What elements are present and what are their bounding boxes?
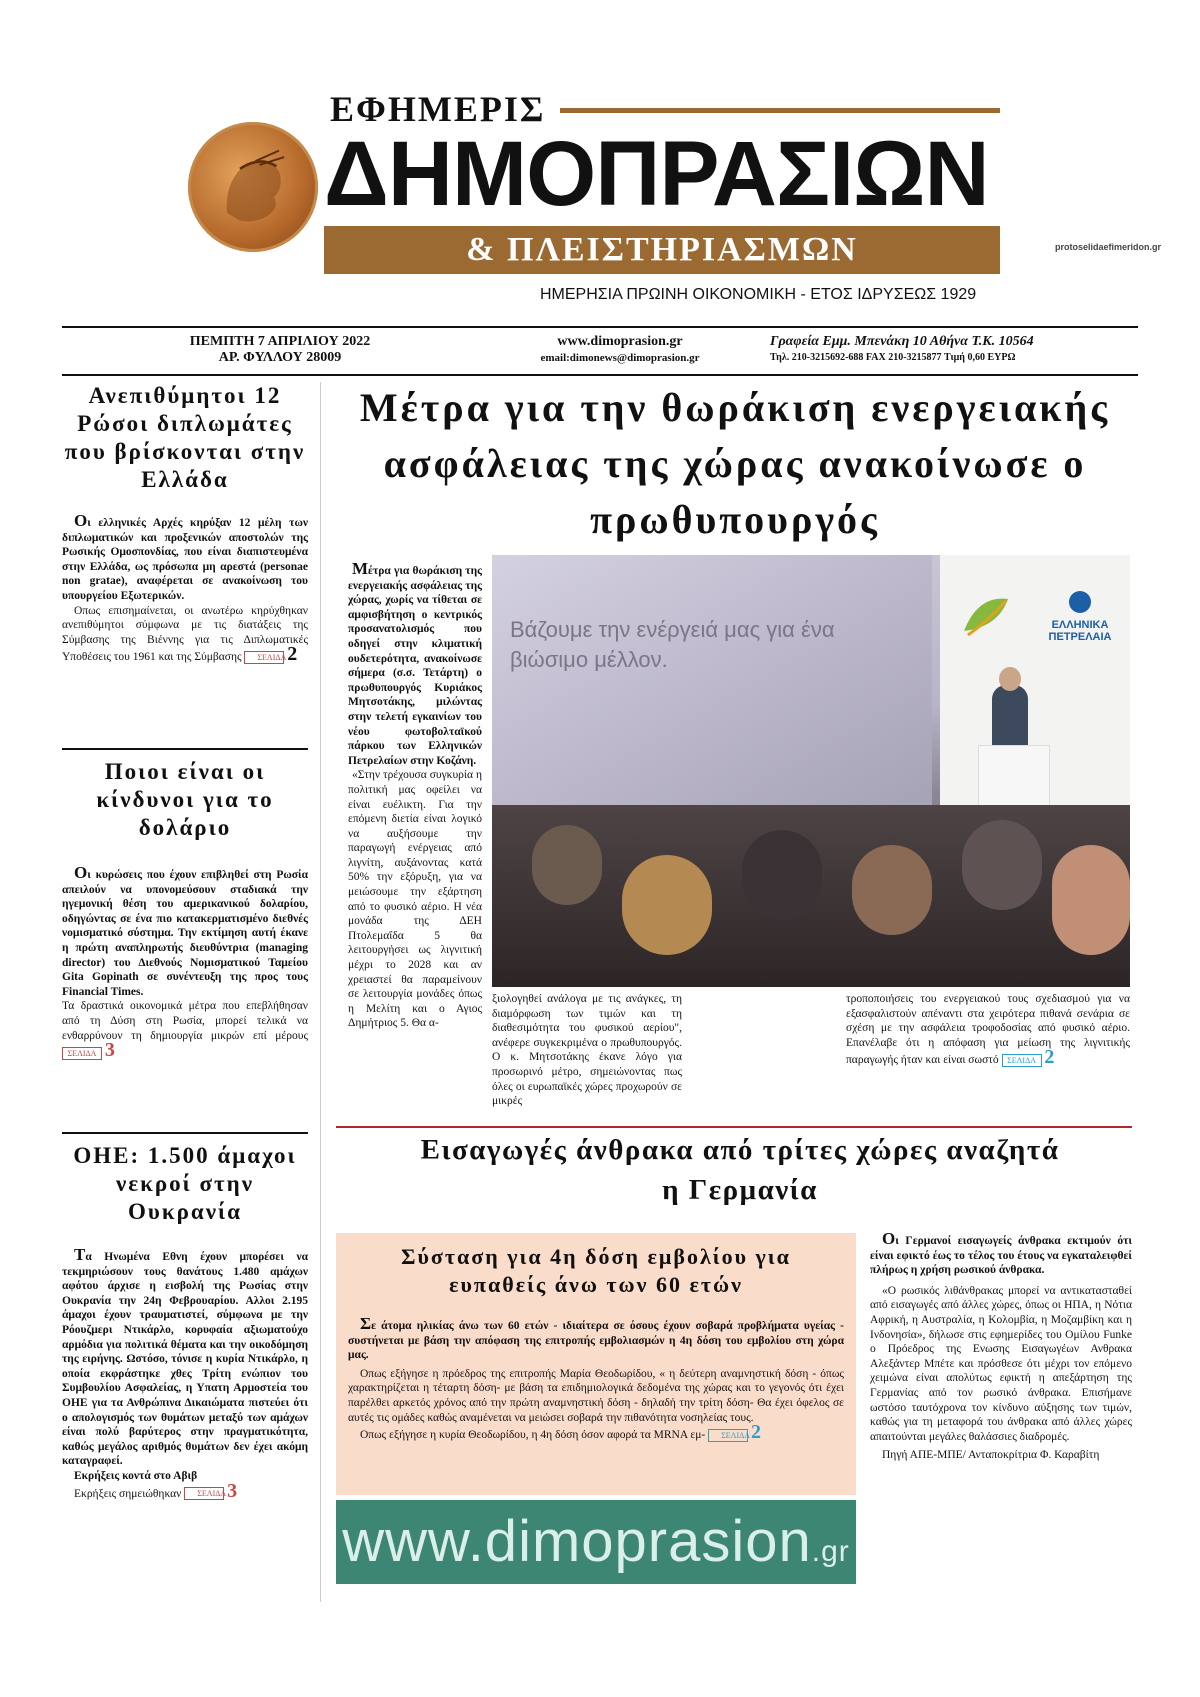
main-col2-body: ξιολογηθεί ανάλογα με τις ανάγκες, τη διαμόρφωση των τιμών και τη διαθεσιμότητα του φυσικού αερίου", ανέφερε συγκεκριμένα ο πρωθυπουργός. Ο κ. Μητσοτάκης έκανε λόγο για προσωρινό μέτρο, σημειώνοντας πως όλες οι ευρωπαϊκές χώρες προχωρούν σε μικρές	[492, 993, 682, 1108]
coin-head-icon	[188, 122, 318, 252]
audience-head	[622, 855, 712, 955]
main-col3-body: τροποποιήσεις του ενεργειακού τους σχεδιασμού για να εξασφαλιστούν απέναντι στα χειρότερα πιθανά σενάρια σε σχέση με την ασφάλεια τροφοδοσίας από φυσικό αέριο. Επανέλαβε ότι η απόφαση για μείωση της λιγνιτικής παραγωγής ήταν και είναι σωστό	[846, 993, 1130, 1067]
coin-logo	[188, 122, 318, 252]
office-info	[770, 334, 1140, 366]
page-ref[interactable]: 3	[227, 1479, 238, 1502]
audience-head	[962, 820, 1042, 910]
audience-head	[852, 845, 932, 935]
info-top-rule	[62, 326, 1138, 328]
main-photo	[492, 555, 1130, 987]
issue-number: ΑΡ. ΦΥΛΛΟΥ 28009	[218, 350, 342, 365]
office-phones: Τηλ. 210-3215692-688 FAX 210-3215877 Τιμή 0,60 ΕΥΡΩ	[770, 352, 1016, 363]
article-dollar-lead: Οι κυρώσεις που έχουν επιβληθεί στη Ρωσία απειλούν να υπονομεύσουν σταδιακά την ηγεμονική θέση του αμερικανικού δολαρίου, οδηγώντας σε ένα πιο κατακερματισμένο διεθνές νομισματικό σύστημα. Την εκτίμηση αυτή έκανε η πρώτη αναπληρωτής διευθύντρια (managing director) του Διεθνούς Νομισματικού Ταμείου Gita Gopinath σε συνέντευξη της προς τους Financial Times.	[62, 863, 308, 998]
ad-tld: .gr	[811, 1535, 850, 1568]
article-un-body: Εκρήξεις σημειώθηκαν	[74, 1487, 182, 1500]
issue-date: ΠΕΜΠΤΗ 7 ΑΠΡΙΛΙΟΥ 2022	[189, 334, 371, 349]
article-un-sub: Εκρήξεις κοντά στο Αβιβ	[74, 1469, 198, 1482]
website-link[interactable]: www.dimoprasion.gr	[557, 334, 683, 349]
office-address: Γραφεία Εμμ. Μπενάκη 10 Αθήνα Τ.Κ. 10564	[770, 334, 1034, 349]
main-col2	[492, 992, 682, 1109]
masthead-rule	[560, 108, 1000, 113]
coal-source: Πηγή ΑΠΕ-ΜΠΕ/ Ανταποκρίτρια Φ. Καραβίτη	[882, 1449, 1100, 1462]
email-link[interactable]: email:dimonews@dimoprasion.gr	[540, 352, 700, 364]
left-divider-1	[62, 748, 308, 750]
article-un-title: ΟΗΕ: 1.500 άμαχοι νεκροί στην Ουκρανία	[73, 1143, 297, 1224]
photo-slogan: Βάζουμε την ενέργειά μας για ένα βιώσιμο μέλλον.	[510, 617, 835, 672]
masthead-ef: ΕΦΗΜΕΡΙΣ	[330, 89, 546, 129]
ad-text: www.dimoprasion	[342, 1509, 812, 1574]
coal-body: «Ο ρωσικός λιθάνθρακας μπορεί να αντικατασταθεί από εισαγωγές από άλλες χώρες, όπως οι ΗΠΑ, η Νότια Αφρική, η Αυστραλία, η Κολομβία, η Μοζαμβίκη και η Ινδονησία», δήλωσε στις εφημερίδες του Ομίλου Funke ο Πρόεδρος της Ενωσης Εισαγωγέων Ανθρακα Αλεξάντερ Μπέτε και πρόσθεσε ότι μέχρι τον επόμενο χειμώνα είναι απολύτως εφικτή η απεξάρτηση της Γερμανίας από τον ρωσικό άνθρακα. Επισήμανε ωστόσο ταυτόχρονα τον κίνδυνο αύξησης των τιμών, καθώς για τη μεταφορά του άνθρακα από άλλες χώρες απαιτούνται μεγάλες θαλάσσιες διαδρομές.	[870, 1284, 1132, 1443]
page-marker-icon: ΣΕΛΙΔΑ	[62, 1047, 102, 1060]
page-ref[interactable]: 2	[1044, 1046, 1055, 1069]
article-diplomats-title: Ανεπιθύμητοι 12 Ρώσοι διπλωμάτες που βρίσκονται στην Ελλάδα	[64, 383, 306, 492]
article-dollar-title: Ποιοι είναι οι κίνδυνοι για το δολάριο	[96, 759, 274, 840]
page-marker-icon: ΣΕΛΙΔΑ	[184, 1487, 224, 1500]
audience-head	[742, 830, 822, 920]
main-col1-body: «Στην τρέχουσα συγκυρία η πολιτική μας οφείλει να είναι ευέλικτη. Για την επόμενη διετία είναι λογικό να αυξήσουμε την παραγωγή ενέργειας από λιγνίτη, αυξάνοντας κατά 50% την εξόρυξη, για να μειώσουμε την εξάρτηση από το φυσικό αέριο. Η νέα μονάδα της ΔΕΗ Πτολεμαΐδα 5 θα λειτουργήσει ως λιγνιτική μέχρι το 2028 και αν χρειαστεί θα παραμείνουν σε λειτουργία μονάδες όπως η Μελίτη και ο Αγιος Δημήτριος 5. Θα α-	[348, 769, 482, 1030]
main-col3-wrap	[696, 992, 1130, 1068]
article-diplomats-body: Οπως επισημαίνεται, οι ανωτέρω κηρύχθηκαν ανεπιθύμητοι σύμφωνα με τις διατάξεις της Σύμβασης της Βιέννης για τις Διπλωματικές Υποθέσεις του 1961 και της Σύμβασης	[62, 604, 308, 664]
left-divider-2	[62, 1132, 308, 1134]
vaccine-body-2: Οπως εξήγησε η κυρία Θεοδωρίδου, η 4η δόση όσον αφορά τα MRNA εμ-	[360, 1429, 706, 1442]
photo-backdrop	[492, 555, 932, 815]
masthead-title: ΔΗΜΟΠΡΑΣΙΩΝ	[324, 123, 989, 225]
page-ref[interactable]: 3	[104, 1039, 115, 1062]
photo-brand	[1040, 591, 1120, 643]
page-marker-icon: ΣΕΛΙΔΑ	[708, 1429, 748, 1442]
article-diplomats-lead: Οι ελληνικές Αρχές κηρύξαν 12 μέλη των διπλωματικών και προξενικών αποστολών της Ρωσικής Ομοσπονδίας, που είναι διαπιστευμένα στην Ελλάδα, ως πρόσωπα μη αρεστά (personae non gratae), αναφέρεται σε ανακοίνωση του υπουργείου Εξωτερικών.	[62, 511, 308, 602]
masthead-subtitle: & ΠΛΕΙΣΤΗΡΙΑΣΜΩΝ	[324, 226, 1000, 274]
website-ad-banner[interactable]	[336, 1500, 856, 1584]
brand-globe-icon	[1069, 591, 1091, 613]
column-divider	[320, 382, 321, 1602]
article-diplomats	[62, 382, 308, 665]
article-dollar	[62, 758, 308, 1061]
article-un	[62, 1142, 308, 1501]
main-headline: Μέτρα για την θωράκιση ενεργειακής ασφάλειας της χώρας ανακοίνωσε ο πρωθυπουργός	[359, 385, 1111, 542]
page-ref[interactable]: 2	[750, 1421, 761, 1444]
speaker-head	[999, 667, 1021, 691]
source-watermark: protoselidaefimeridon.gr	[1055, 242, 1162, 252]
page-marker-icon: ΣΕΛΙΔΑ	[1002, 1054, 1042, 1067]
section-rule	[336, 1126, 1132, 1128]
page-marker-icon: ΣΕΛΙΔΑ	[244, 651, 284, 664]
masthead-tagline: ΗΜΕΡΗΣΙΑ ΠΡΩΙΝΗ ΟΙΚΟΝΟΜΙΚΗ - ΕΤΟΣ ΙΔΡΥΣΕΩΣ 1929	[540, 286, 977, 303]
leaf-logo-icon	[958, 591, 1014, 641]
article-dollar-body: Τα δραστικά οικονομικά μέτρα που επεβλήθησαν από τη Δύση στη Ρωσία, μπορεί τελικά να ενθαρρύνουν τη δημιουργία μικρών επί μέρους	[62, 1000, 308, 1042]
contact-info	[500, 334, 740, 366]
coal-lead: Οι Γερμανοί εισαγωγείς άνθρακα εκτιμούν ότι είναι εφικτό έως το τέλος του έτους να εγκαταλειφθεί πλήρως η χρήση ρωσικού άνθρακα.	[870, 1229, 1132, 1277]
issue-info	[160, 334, 400, 366]
audience-head	[1052, 845, 1130, 955]
photo-brand-text: ΕΛΛΗΝΙΚΑ ΠΕΤΡΕΛΑΙΑ	[1048, 619, 1112, 643]
coal-headline: Εισαγωγές άνθρακα από τρίτες χώρες αναζητά η Γερμανία	[420, 1134, 1060, 1206]
main-col1	[348, 559, 482, 1031]
vaccine-body: Οπως εξήγησε η πρόεδρος της επιτροπής Μαρία Θεοδωρίδου, « η δεύτερη αναμνηστική δόση - όπως χαρακτηρίζεται η τέταρτη δόση- με βάση τα επιδημιολογικά δεδομένα της χώρας και το γεγονός ότι έχει παρέλθει αρκετός χρόνος από την πρώτη αναμνηστική δόση - δηλαδή την τρίτη δόση- Θα έχει όφελος σε αυτές τις ομάδες καθώς αναμένεται να μειώσει σοβαρά την πιθανότητα νοσηλείας τους.	[348, 1367, 844, 1424]
main-lead: Μέτρα για θωράκιση της ενεργειακής ασφάλειας της χώρας, χωρίς να τίθεται σε αμφισβήτηση ο κεντρικός προσανατολισμός που οδηγεί στην κλιματική ουδετερότητα, ανακοίνωσε σήμερα (σ.σ. Τετάρτη) ο πρωθυπουργός Κυριάκος Μητσοτάκης, μιλώντας στην τελετή εγκαινίων του νέου φωτοβολταϊκού πάρκου των Ελληνικών Πετρελαίων στην Κοζάνη.	[348, 559, 482, 767]
page-ref[interactable]: 2	[287, 643, 298, 666]
vaccine-lead: Σε άτομα ηλικίας άνω των 60 ετών - ιδιαίτερα σε όσους έχουν σοβαρά προβλήματα υγείας - συστήνεται με βάση την απόφαση της επιτροπής εμβολιασμών η 4η δόση του εμβολίου στη χώρα μας.	[348, 1314, 844, 1362]
vaccine-title: Σύσταση για 4η δόση εμβολίου για ευπαθείς άνω των 60 ετών	[401, 1244, 791, 1297]
vaccine-box	[336, 1233, 856, 1495]
audience-head	[532, 825, 602, 905]
coal-article	[870, 1229, 1132, 1463]
info-bottom-rule	[62, 374, 1138, 376]
article-un-lead: Τα Ηνωμένα Εθνη έχουν μπορέσει να τεκμηριώσουν τους θανάτους 1.480 αμάχων αφότου άρχισε η εισβολή της Ρωσίας στην Ουκρανία την 24η Φεβρουαρίου. Αλλοι 2.195 άμαχοι έχουν τραυματιστεί, σύμφωνα με την Ρόουζμερι Ντικάρλο, κορυφαία αξιωματούχο αρμόδια για πολιτικά θέματα και την οικοδόμηση της ειρήνης. Ωστόσο, τόνισε η κυρία Ντικάρλο, η οποία εκφράστηκε χθες Τρίτη ενώπιον του Συμβουλίου Ασφαλείας, η Υπατη Αρμοστεία του ΟΗΕ για τα Ανθρώπινα Δικαιώματα πιστεύει ότι ο απολογισμός των θυμάτων μεταξύ των αμάχων είναι πολύ βαρύτερος στην πραγματικότητα, καθώς μεγάλος αριθμός θυμάτων δεν έχει ακόμη καταγραφεί.	[62, 1245, 308, 1468]
